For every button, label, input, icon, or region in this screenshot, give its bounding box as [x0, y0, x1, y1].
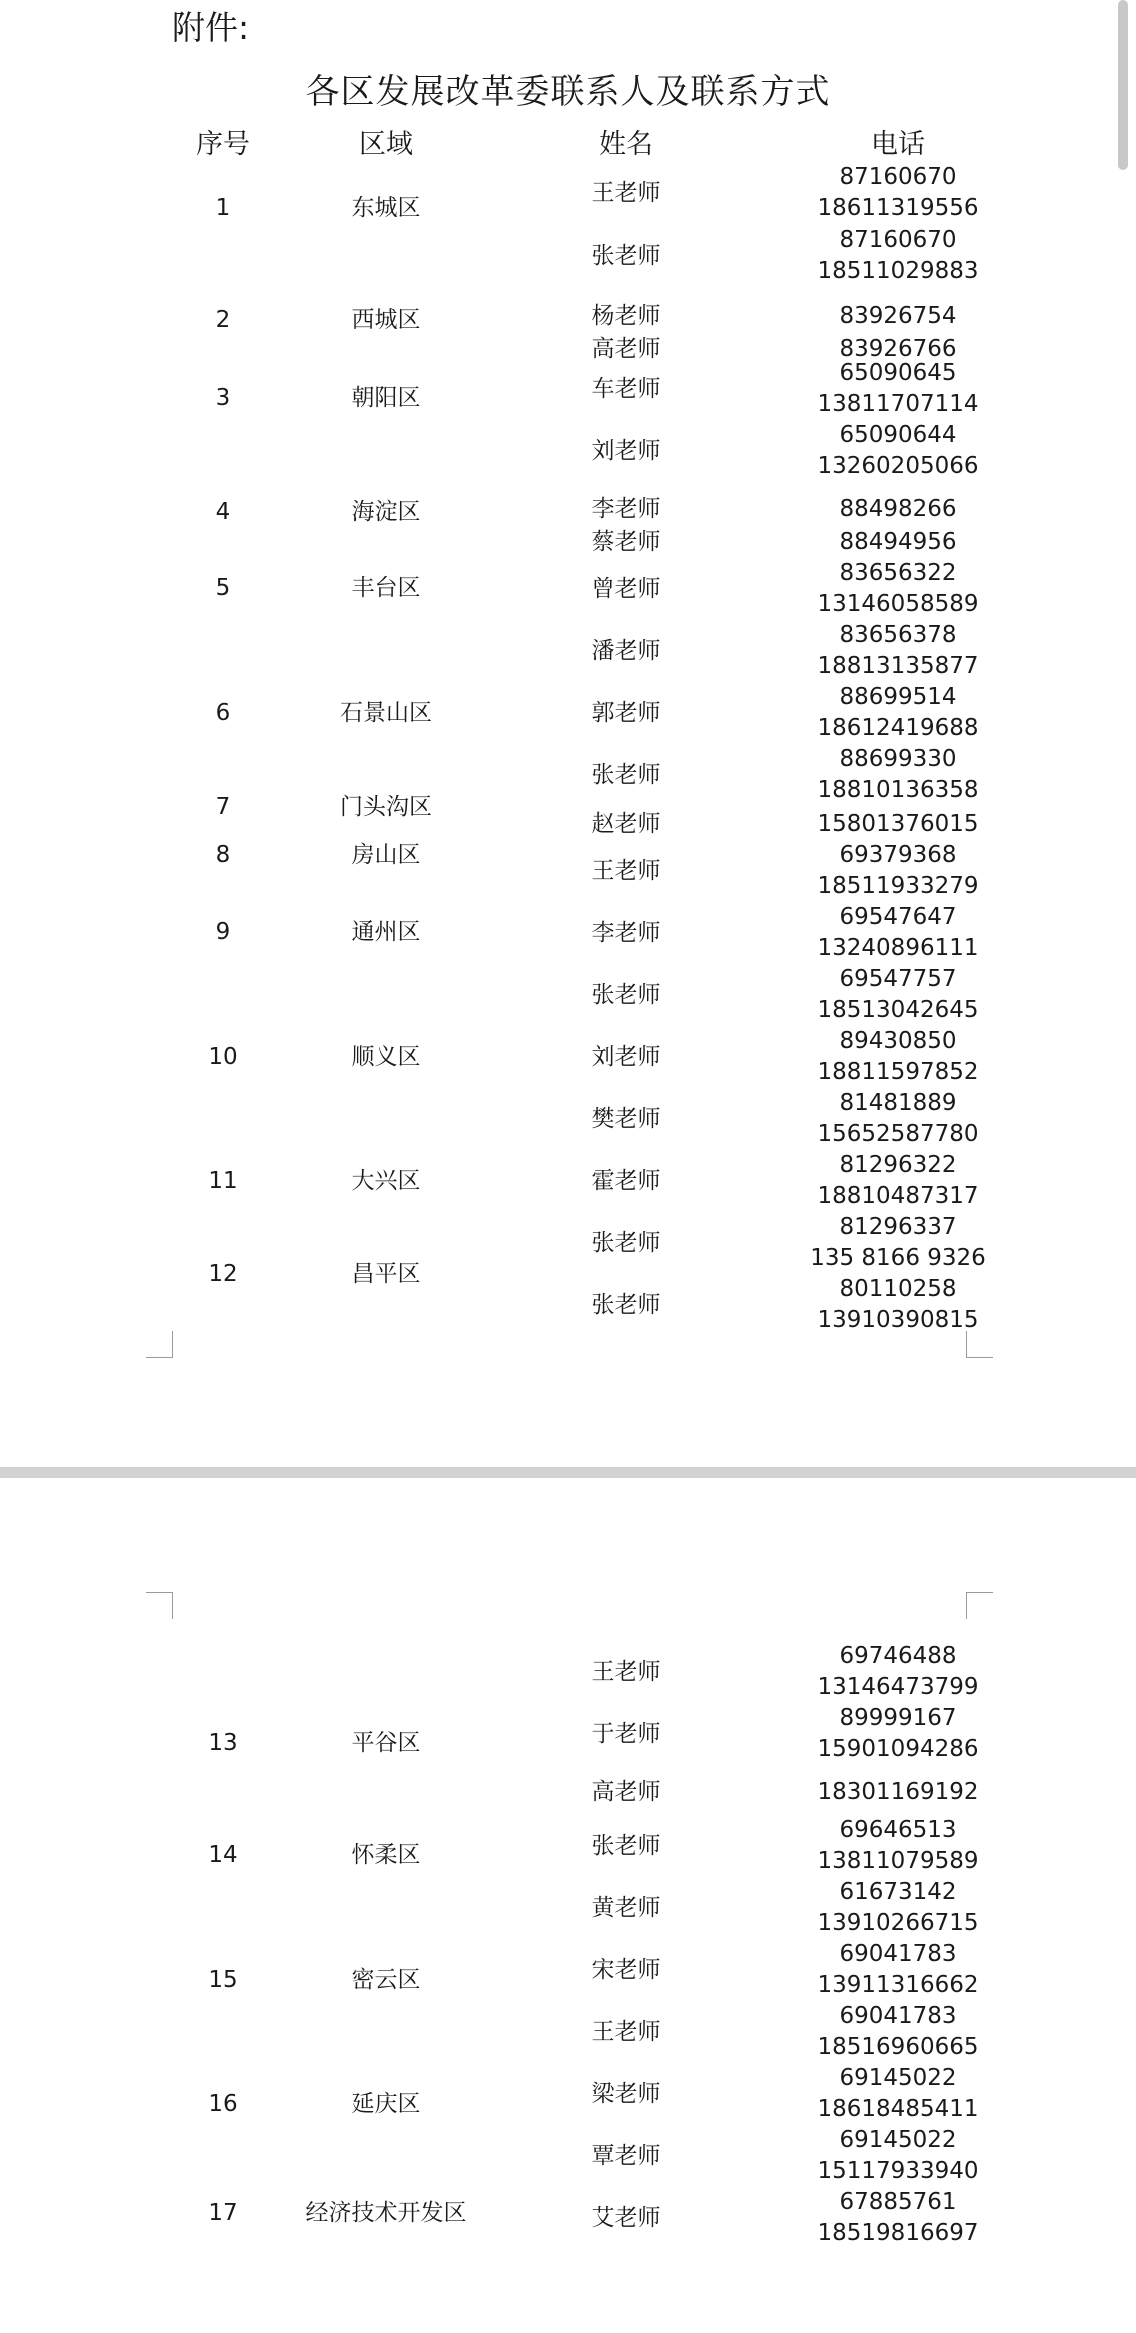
row-phone: 13910390815 [817, 1307, 979, 1333]
row-phone: 83926754 [839, 302, 957, 329]
row-name: 覃老师 [591, 2143, 661, 2169]
row-district: 顺义区 [351, 1044, 421, 1070]
row-seq: 3 [215, 385, 231, 411]
row-name: 蔡老师 [591, 529, 661, 555]
row-name: 高老师 [591, 336, 661, 362]
row-phone: 18511029883 [817, 258, 979, 284]
row-phone: 13910266715 [817, 1910, 979, 1936]
row-district: 东城区 [351, 195, 421, 221]
row-name: 张老师 [591, 982, 661, 1008]
row-seq: 9 [215, 919, 231, 945]
row-name: 黄老师 [591, 1895, 661, 1921]
row-phone: 83926766 [839, 335, 957, 362]
row-phone: 13146473799 [817, 1674, 979, 1700]
row-name: 王老师 [591, 1659, 661, 1685]
row-phone: 15117933940 [817, 2158, 979, 2184]
row-phone: 89430850 [839, 1028, 957, 1054]
row-seq: 10 [208, 1044, 238, 1070]
page-corner-mark [146, 1331, 173, 1358]
row-phone: 88498266 [839, 495, 957, 522]
row-phone: 18618485411 [817, 2096, 979, 2122]
header-phone: 电话 [871, 129, 925, 160]
row-name: 王老师 [591, 858, 661, 884]
row-phone: 81296322 [839, 1152, 957, 1178]
row-district: 平谷区 [351, 1730, 421, 1756]
attachment-label: 附件: [172, 8, 250, 47]
row-phone: 13240896111 [817, 935, 979, 961]
row-seq: 2 [215, 307, 231, 333]
row-phone: 67885761 [839, 2189, 957, 2215]
row-phone: 69041783 [839, 2003, 957, 2029]
row-phone: 15652587780 [817, 1121, 979, 1147]
row-name: 郭老师 [591, 700, 661, 726]
row-phone: 13911316662 [817, 1972, 979, 1998]
row-name: 艾老师 [591, 2205, 661, 2231]
row-phone: 13811079589 [817, 1848, 979, 1874]
row-district: 朝阳区 [351, 385, 421, 411]
row-name: 王老师 [591, 180, 661, 206]
row-seq: 17 [208, 2200, 238, 2226]
row-phone: 18813135877 [817, 653, 979, 679]
row-name: 李老师 [591, 496, 661, 522]
row-phone: 15901094286 [817, 1736, 979, 1762]
row-district: 通州区 [351, 919, 421, 945]
row-phone: 80110258 [839, 1276, 957, 1302]
row-phone: 61673142 [839, 1879, 957, 1905]
row-name: 张老师 [591, 1292, 661, 1318]
row-district: 房山区 [351, 842, 421, 868]
row-phone: 87160670 [839, 164, 957, 190]
row-phone: 88699330 [839, 746, 957, 772]
row-district: 丰台区 [351, 575, 421, 601]
row-name: 张老师 [591, 762, 661, 788]
row-phone: 13146058589 [817, 591, 979, 617]
row-name: 梁老师 [591, 2081, 661, 2107]
row-district: 西城区 [351, 307, 421, 333]
row-phone: 69379368 [839, 842, 957, 868]
row-seq: 13 [208, 1730, 238, 1756]
row-phone: 18810136358 [817, 777, 979, 803]
page-corner-mark [966, 1592, 993, 1619]
row-name: 樊老师 [591, 1106, 661, 1132]
row-name: 于老师 [591, 1721, 661, 1747]
row-phone: 18516960665 [817, 2034, 979, 2060]
row-phone: 81296337 [839, 1214, 957, 1240]
row-district: 大兴区 [351, 1168, 421, 1194]
row-phone: 18301169192 [817, 1778, 979, 1805]
row-phone: 69646513 [839, 1817, 957, 1843]
row-district: 密云区 [351, 1967, 421, 1993]
row-seq: 11 [208, 1168, 238, 1194]
row-phone: 18810487317 [817, 1183, 979, 1209]
document-page-2 [0, 1478, 1136, 2333]
row-phone: 18811597852 [817, 1059, 979, 1085]
row-phone: 18519816697 [817, 2220, 979, 2246]
row-phone: 69746488 [839, 1643, 957, 1669]
row-seq: 4 [215, 499, 231, 525]
row-phone: 69041783 [839, 1941, 957, 1967]
row-seq: 16 [208, 2091, 238, 2117]
row-name: 霍老师 [591, 1168, 661, 1194]
row-name: 刘老师 [591, 1044, 661, 1070]
row-name: 曾老师 [591, 576, 661, 602]
row-district: 昌平区 [351, 1261, 421, 1287]
row-name: 车老师 [591, 376, 661, 402]
row-name: 王老师 [591, 2019, 661, 2045]
row-phone: 18612419688 [817, 715, 979, 741]
row-phone: 69145022 [839, 2127, 957, 2153]
document-title: 各区发展改革委联系人及联系方式 [305, 72, 831, 112]
row-name: 张老师 [591, 1833, 661, 1859]
row-name: 刘老师 [591, 438, 661, 464]
row-district: 经济技术开发区 [305, 2200, 467, 2226]
row-name: 潘老师 [591, 638, 661, 664]
row-phone: 69145022 [839, 2065, 957, 2091]
row-phone: 83656378 [839, 622, 957, 648]
row-phone: 15801376015 [817, 810, 979, 837]
row-phone: 18511933279 [817, 873, 979, 899]
row-seq: 12 [208, 1261, 238, 1287]
row-district: 石景山区 [340, 700, 432, 726]
row-seq: 14 [208, 1842, 238, 1868]
row-phone: 83656322 [839, 560, 957, 586]
row-name: 高老师 [591, 1779, 661, 1805]
row-name: 赵老师 [591, 811, 661, 837]
row-name: 张老师 [591, 243, 661, 269]
row-seq: 5 [215, 575, 231, 601]
row-seq: 7 [215, 794, 231, 820]
row-phone: 69547647 [839, 904, 957, 930]
row-seq: 15 [208, 1967, 238, 1993]
row-phone: 88494956 [839, 528, 957, 555]
row-seq: 6 [215, 700, 231, 726]
header-district: 区域 [359, 129, 413, 160]
row-phone: 88699514 [839, 684, 957, 710]
page-corner-mark [966, 1331, 993, 1358]
scrollbar-thumb[interactable] [1118, 0, 1128, 170]
page-corner-mark [146, 1592, 173, 1619]
row-phone: 135 8166 9326 [810, 1245, 986, 1271]
row-phone: 87160670 [839, 227, 957, 253]
header-name: 姓名 [599, 129, 653, 160]
row-phone: 13260205066 [817, 453, 979, 479]
row-phone: 18513042645 [817, 997, 979, 1023]
header-seq: 序号 [196, 129, 250, 160]
row-district: 怀柔区 [351, 1842, 421, 1868]
row-name: 杨老师 [591, 303, 661, 329]
page-separator [0, 1467, 1136, 1478]
row-phone: 65090645 [839, 360, 957, 386]
row-name: 李老师 [591, 920, 661, 946]
row-phone: 81481889 [839, 1090, 957, 1116]
row-phone: 65090644 [839, 422, 957, 448]
row-district: 延庆区 [351, 2091, 421, 2117]
row-name: 宋老师 [591, 1957, 661, 1983]
row-seq: 8 [215, 842, 231, 868]
row-phone: 89999167 [839, 1705, 957, 1731]
row-district: 门头沟区 [340, 794, 432, 820]
row-name: 张老师 [591, 1230, 661, 1256]
row-seq: 1 [215, 195, 231, 221]
row-phone: 69547757 [839, 966, 957, 992]
row-phone: 13811707114 [817, 391, 979, 417]
row-district: 海淀区 [351, 499, 421, 525]
row-phone: 18611319556 [817, 195, 979, 221]
